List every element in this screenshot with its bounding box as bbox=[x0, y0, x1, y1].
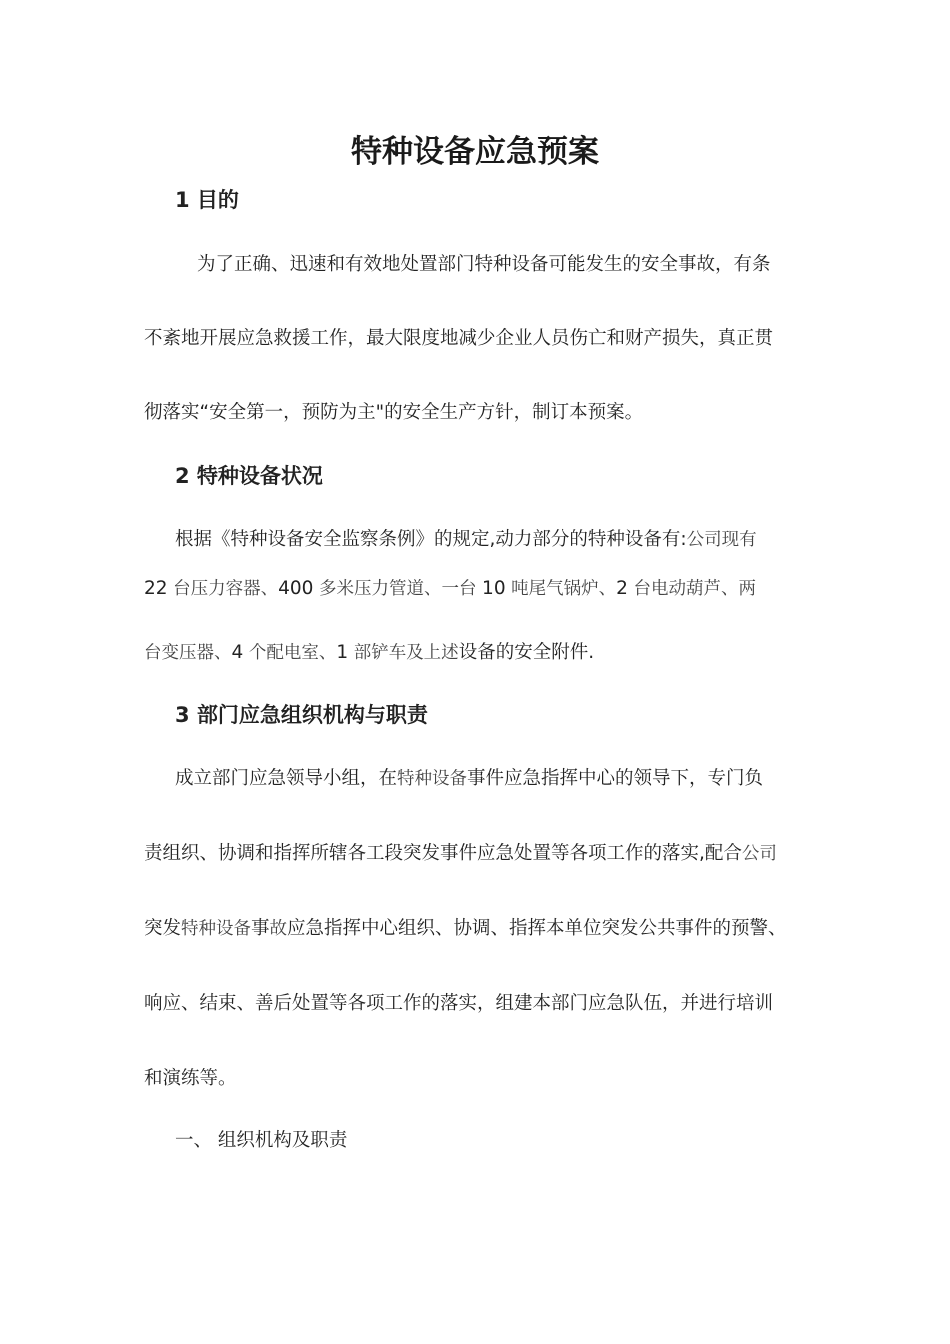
section-2-line-3-text-c: 个配电室、 bbox=[243, 643, 337, 663]
section-3-line-3-text-b: 特种设备 bbox=[181, 919, 252, 939]
section-3-line-2-text-a: 责组织、协调和指挥所辖各工段突发事件应急处置等各项工作的落实,配合 bbox=[144, 843, 742, 864]
subheading-organization: 一、 组织机构及职责 bbox=[175, 1130, 348, 1151]
section-2-line-3-text-f: 设备的安全附件. bbox=[458, 642, 595, 663]
section-2-heading: 2 特种设备状况 bbox=[175, 464, 323, 488]
section-2-line-2-num-g: 2 bbox=[616, 578, 628, 599]
section-2-line-1 bbox=[175, 526, 855, 554]
section-3-line-1-text-c: 事件应急指挥中心的领导下，专门负 bbox=[467, 768, 764, 789]
section-2-line-3 bbox=[144, 639, 824, 667]
section-3-line-3-text-a: 突发 bbox=[144, 918, 182, 939]
section-2-line-2-text-d: 多米压力管道、一台 bbox=[313, 579, 483, 599]
section-2-line-2-num-a: 22 bbox=[144, 578, 168, 599]
section-3-line-1 bbox=[175, 765, 855, 793]
section-1-line-1: 为了正确、迅速和有效地处置部门特种设备可能发生的安全事故，有条 bbox=[197, 254, 771, 275]
section-3-line-3-text-d: 故 bbox=[269, 919, 288, 939]
section-2-line-2-num-c: 400 bbox=[278, 578, 314, 599]
section-3-line-2-text-b: 公司 bbox=[741, 844, 777, 864]
section-2-line-2-num-e: 10 bbox=[482, 578, 506, 599]
section-3-heading: 3 部门应急组织机构与职责 bbox=[175, 703, 428, 727]
section-1-heading: 1 目的 bbox=[175, 188, 239, 212]
document-title: 特种设备应急预案 bbox=[351, 134, 599, 170]
section-2-line-1-text-a: 根据《特种设备安全监察条例》的规定,动力部分的特种设备有: bbox=[175, 529, 687, 550]
section-3-line-3 bbox=[144, 915, 824, 943]
section-1-line-2: 不紊地开展应急救援工作，最大限度地减少企业人员伤亡和财产损失，真正贯 bbox=[144, 328, 774, 349]
section-3-line-3-text-c: 事 bbox=[251, 918, 270, 939]
section-3-line-4: 响应、结束、善后处置等各项工作的落实，组建本部门应急队伍，并进行培训 bbox=[144, 993, 774, 1014]
section-2-line-3-num-d: 1 bbox=[336, 642, 349, 663]
section-3-line-5: 和演练等。 bbox=[144, 1068, 237, 1089]
section-1-line-3: 彻落实“安全第一，预防为主"的安全生产方针，制订本预案。 bbox=[144, 402, 644, 423]
section-2-line-3-text-e: 部铲车及上述 bbox=[348, 643, 459, 663]
section-2-line-1-text-b: 公司现有 bbox=[686, 530, 757, 550]
section-2-line-2-text-f: 吨尾气锅炉、 bbox=[505, 579, 617, 599]
section-3-line-1-text-a: 成立部门应急领导小组，在 bbox=[175, 768, 398, 789]
section-3-line-3-text-e: 应急指挥中心组织、协调、指挥本单位突发公共事件的预警、 bbox=[287, 918, 787, 939]
section-2-line-2 bbox=[144, 575, 824, 603]
section-3-line-1-text-b: 特种设备 bbox=[397, 769, 468, 789]
section-3-line-2 bbox=[144, 840, 824, 868]
section-2-line-3-text-a: 台变压器、 bbox=[144, 643, 232, 663]
section-2-line-2-text-h: 台电动葫芦、两 bbox=[627, 579, 756, 599]
section-2-line-3-num-b: 4 bbox=[231, 642, 244, 663]
section-2-line-2-text-b: 台压力容器、 bbox=[167, 579, 279, 599]
